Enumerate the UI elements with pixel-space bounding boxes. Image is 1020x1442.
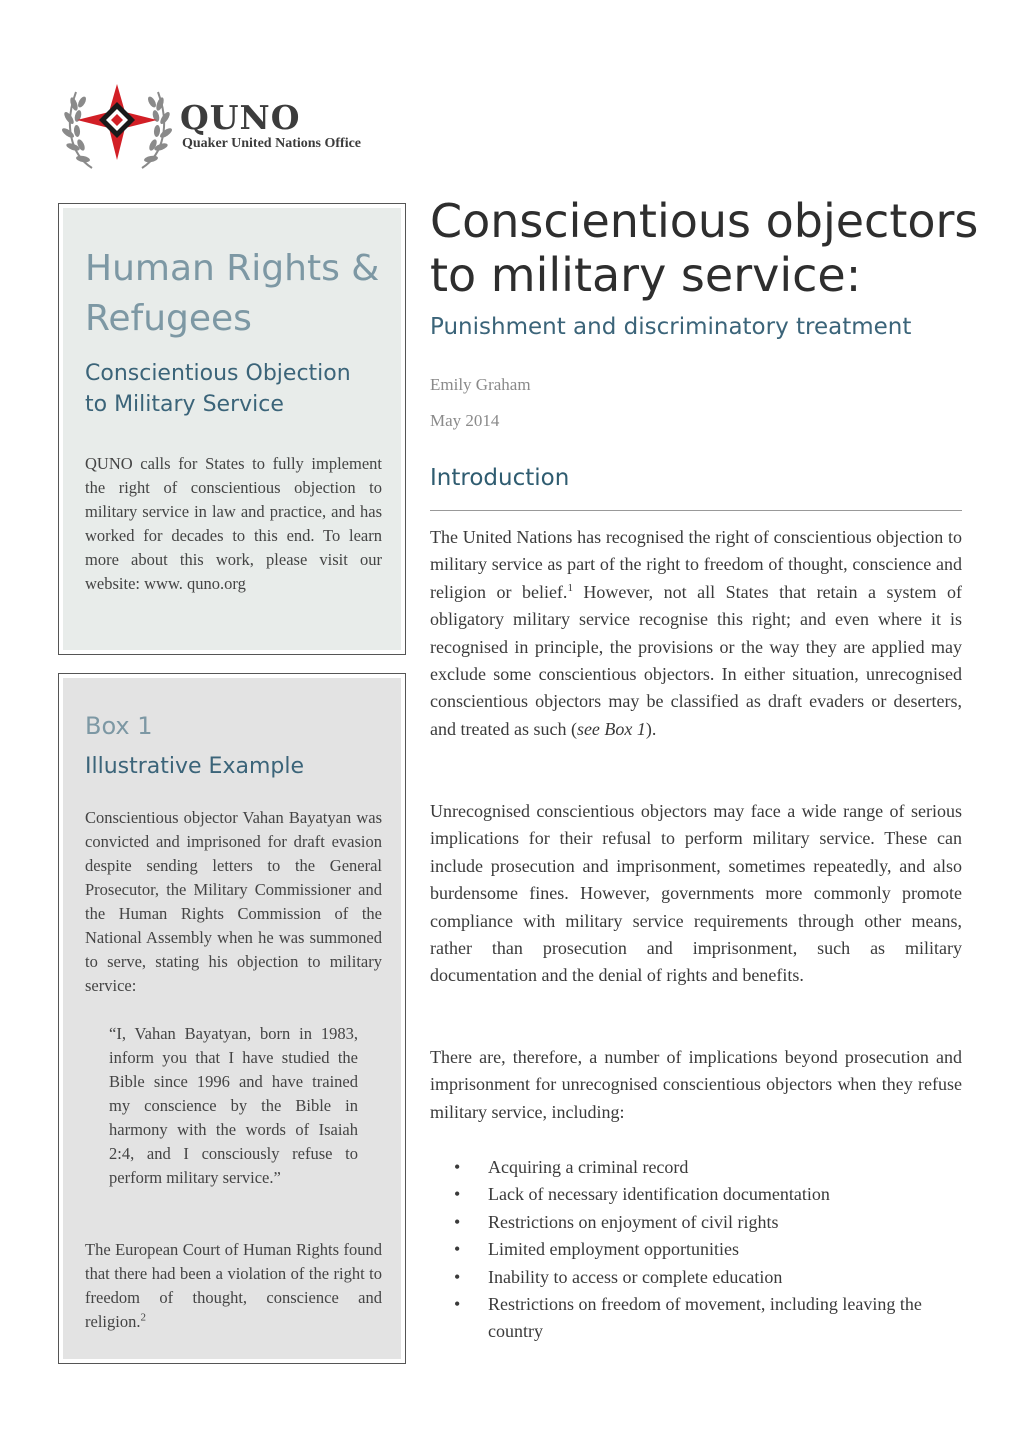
list-item-text: Restrictions on enjoyment of civil rights [488,1211,779,1232]
box-1-label: Box 1 [85,712,153,740]
list-item [430,1154,962,1181]
intro-paragraph-3: There are, therefore, a number of implications beyond prosecution and imprisonment for unrecognised conscientious objectors when they refuse military service, including: [430,1047,962,1122]
box-1-reference: see Box 1 [576,718,646,739]
bullet-icon: • [454,1211,461,1232]
list-item-text: Lack of necessary identification documentation [488,1184,830,1205]
sidebar-subtitle-line2: to Military Service [85,392,284,417]
sidebar-text: QUNO calls for States to fully implement the right of conscientious objection to military service in law and practice, and has worked for decades to this end. To learn more about this work, please visit our website: www. quno.org [85,454,382,593]
sidebar-subtitle-line1: Conscientious Objection [85,361,351,386]
section-divider [430,510,962,511]
sidebar-title [85,244,385,344]
box-1-paragraph-2-text: The European Court of Human Rights found that there had been a violation of the right to freedom of thought, conscience and religion. [85,1240,382,1331]
bullet-icon: • [454,1294,461,1315]
author: Emily Graham [430,375,531,394]
box-1-paragraph-2 [85,1238,382,1334]
list-item [430,1264,962,1291]
intro-paragraph-1 [430,524,962,743]
logo-name: QUNO [180,98,301,137]
sidebar-title-line2: Refugees [85,298,252,339]
document-subtitle: Punishment and discriminatory treatment [430,314,912,340]
footnote-2-marker: 2 [140,1311,146,1324]
quno-logo [62,84,402,174]
list-item [430,1209,962,1236]
list-item [430,1181,962,1208]
sidebar-subtitle [85,358,385,420]
quno-emblem-icon [62,84,172,174]
sidebar-box [58,203,406,655]
list-item-text: Restrictions on freedom of movement, including leaving the country [488,1294,922,1342]
bullet-icon: • [454,1266,461,1287]
intro-paragraph-1-text-a: The United Nations has recognised the right of conscientious objection to military service as part of the right to freedom of thought, conscience and religion or belief. [430,527,962,602]
document-title-line2: to military service: [430,248,862,302]
box-1-quote: “I, Vahan Bayatyan, born in 1983, inform you that I have studied the Bible since 1996 and have trained my conscience by the Bible in harmony with the words of Isaiah 2:4, and I consciously refuse to perform military service.” [109,1024,358,1187]
logo-full-name: Quaker United Nations Office [182,136,362,151]
list-item-text: Acquiring a criminal record [488,1157,689,1177]
implications-list [430,1154,962,1346]
list-item [430,1291,962,1346]
bullet-icon: • [454,1157,461,1177]
publication-date: May 2014 [430,411,500,430]
bullet-icon: • [454,1184,461,1205]
list-item [430,1236,962,1263]
document-title [430,194,990,302]
box-1-heading: Illustrative Example [85,754,305,779]
intro-paragraph-1-text-c: ). [645,718,657,739]
footnote-1-marker: 1 [567,581,573,594]
document-title-line1: Conscientious objectors [430,194,979,248]
section-heading: Introduction [430,465,570,491]
intro-paragraph-2: Unrecognised conscientious objectors may face a wide range of serious implications for their refusal to perform military service. These can include prosecution and imprisonment, sometimes repeatedly, and also burdensome fines. However, governments more commonly promote compliance with military service requirements through other means, rather than prosecution and imprisonment, such as military documentation and the denial of rights and benefits. [430,801,962,986]
box-1 [58,673,406,1364]
intro-paragraph-1-text-b: However, not all States that retain a system of obligatory military service recognise this right; and even where it is recognised in principle, the provisions or the way they are applied may exclude some conscientious objectors. In either situation, unrecognised conscientious objectors may be classified as draft evaders or deserters, and treated as such ( [430,581,962,739]
sidebar-title-line1: Human Rights & [85,248,380,289]
box-1-paragraph-1: Conscientious objector Vahan Bayatyan was convicted and imprisoned for draft evasion despite sending letters to the General Prosecutor, the Military Commissioner and the Human Rights Commission of the National Assembly when he was summoned to serve, stating his objection to military service: [85,808,382,995]
bullet-icon: • [454,1239,461,1260]
list-item-text: Limited employment opportunities [488,1239,739,1260]
list-item-text: Inability to access or complete education [488,1266,783,1287]
